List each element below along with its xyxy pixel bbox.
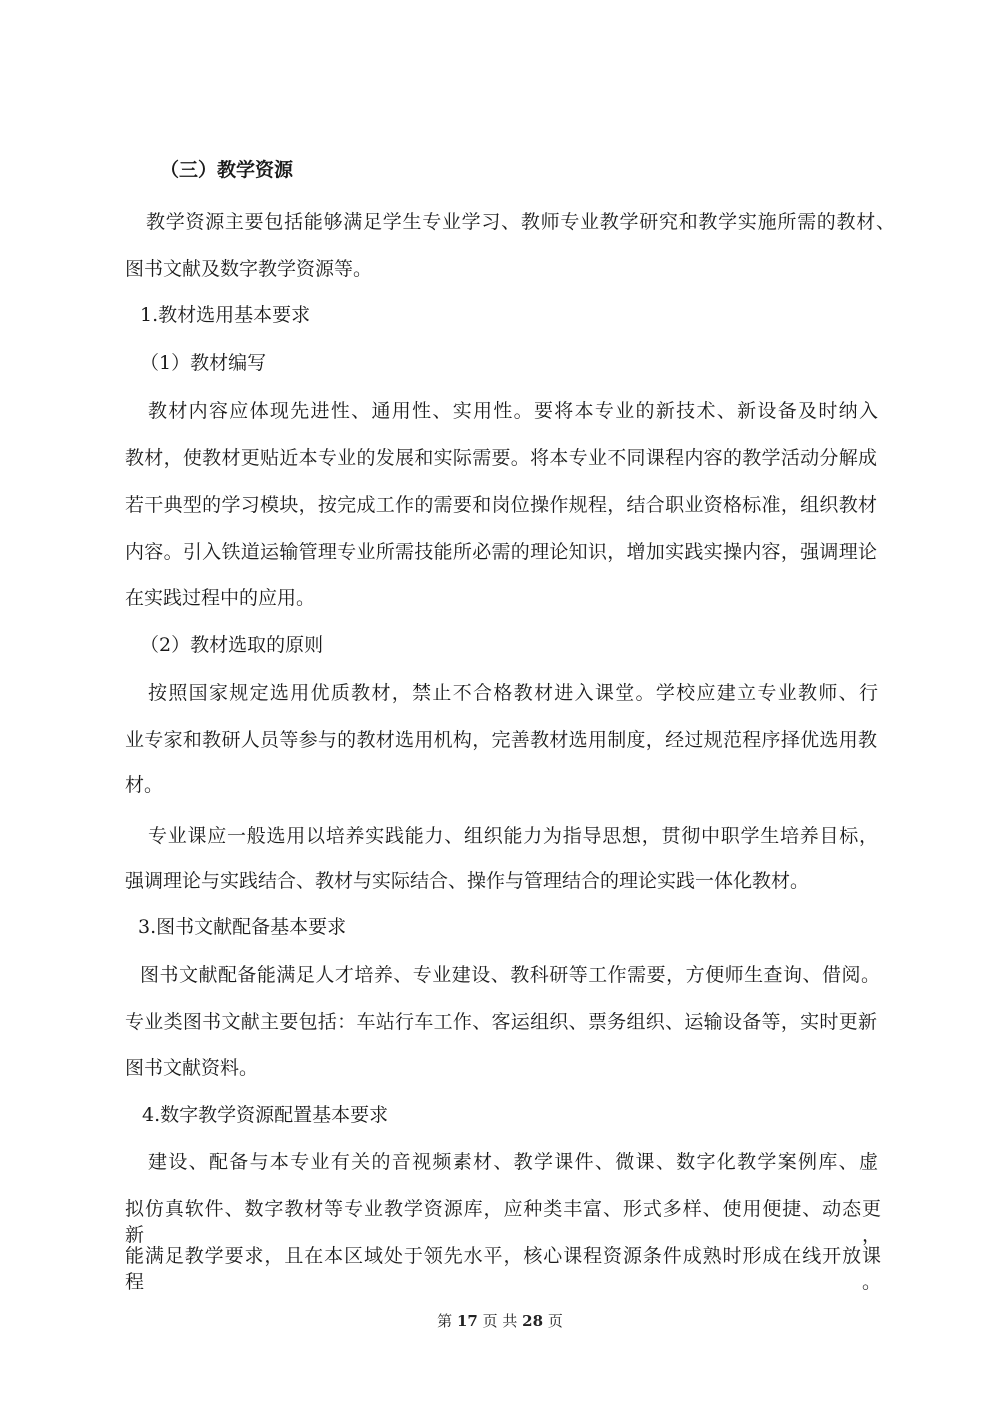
section-heading: （三）教学资源 [160, 159, 294, 181]
subheading-digital-requirements: 4.数字教学资源配置基本要求 [142, 1104, 389, 1126]
digital-line-2: 拟仿真软件、数字教材等专业教学资源库，应种类丰富、形式多样、使用便捷、动态更新， [125, 1198, 881, 1246]
writing-line-1: 教材内容应体现先进性、通用性、实用性。要将本专业的新技术、新设备及时纳入 [148, 400, 878, 422]
writing-line-5: 在实践过程中的应用。 [125, 587, 316, 609]
footer-prefix: 第 [437, 1312, 453, 1330]
books-line-3: 图书文献资料。 [125, 1057, 259, 1079]
books-line-1: 图书文献配备能满足人才培养、专业建设、教科研等工作需要，方便师生查询、借阅。 [140, 964, 880, 986]
writing-line-2: 教材，使教材更贴近本专业的发展和实际需要。将本专业不同课程内容的教学活动分解成 [125, 447, 877, 469]
selection-line-2: 业专家和教研人员等参与的教材选用机构，完善教材选用制度，经过规范程序择优选用教 [125, 729, 877, 751]
footer-suffix: 页 [547, 1312, 563, 1330]
footer-middle: 页 共 [482, 1312, 518, 1330]
writing-line-4: 内容。引入铁道运输管理专业所需技能所必需的理论知识，增加实践实操内容，强调理论 [125, 541, 877, 563]
digital-line-3: 能满足教学要求，且在本区域处于领先水平，核心课程资源条件成熟时形成在线开放课程。 [125, 1245, 881, 1293]
page-footer [0, 1310, 1000, 1332]
writing-line-3: 若干典型的学习模块，按完成工作的需要和岗位操作规程，结合职业资格标准，组织教材 [125, 494, 877, 516]
selection-line-1: 按照国家规定选用优质教材，禁止不合格教材进入课堂。学校应建立专业教师、行 [148, 682, 878, 704]
digital-line-1: 建设、配备与本专业有关的音视频素材、教学课件、微课、数字化教学案例库、虚 [148, 1151, 878, 1173]
intro-line-1: 教学资源主要包括能够满足学生专业学习、教师专业教学研究和教学实施所需的教材、 [146, 211, 895, 233]
current-page-number: 17 [456, 1312, 478, 1330]
total-page-number: 28 [522, 1312, 544, 1330]
books-line-2: 专业类图书文献主要包括：车站行车工作、客运组织、票务组织、运输设备等，实时更新 [125, 1011, 877, 1033]
major-line-2: 强调理论与实践结合、教材与实际结合、操作与管理结合的理论实践一体化教材。 [125, 870, 810, 892]
intro-line-2: 图书文献及数字教学资源等。 [125, 258, 373, 280]
selection-line-3: 材。 [125, 774, 164, 796]
subheading-textbook-writing: （1）教材编写 [140, 352, 267, 374]
subheading-textbook-requirements: 1.教材选用基本要求 [140, 304, 311, 326]
subheading-book-requirements: 3.图书文献配备基本要求 [138, 916, 347, 938]
subheading-selection-principles: （2）教材选取的原则 [140, 634, 324, 656]
major-line-1: 专业课应一般选用以培养实践能力、组织能力为指导思想，贯彻中职学生培养目标， [148, 825, 878, 847]
